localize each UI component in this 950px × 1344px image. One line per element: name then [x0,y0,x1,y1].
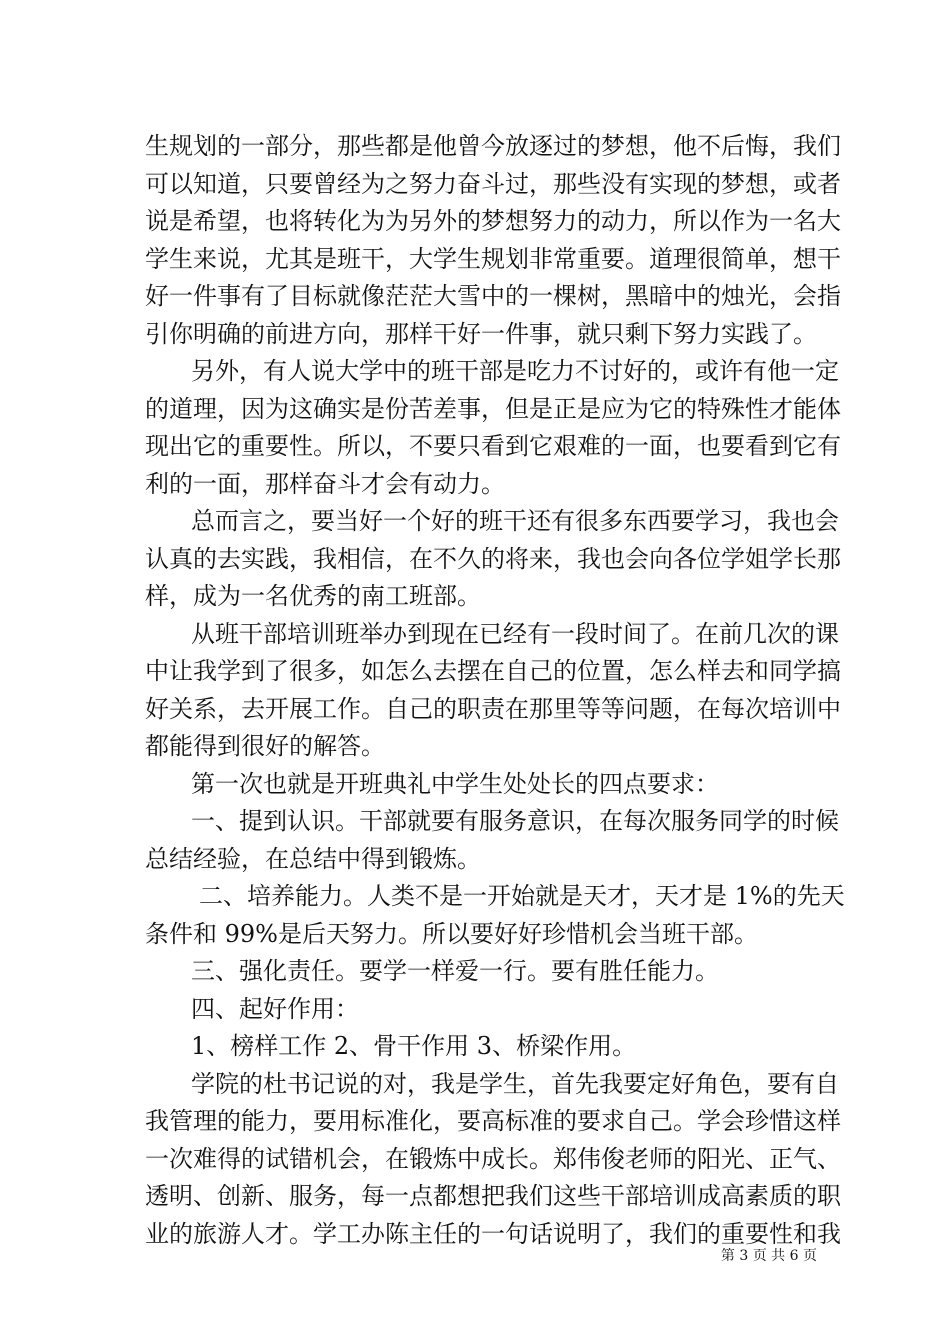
text-line: 四、起好作用： [191,994,359,1023]
paragraph [145,953,817,991]
text-line: 条件和 99%是后天努力。所以要好好珍惜机会当班干部。 [145,919,758,948]
text-line: 中让我学到了很多，如怎么去摆在自己的位置，怎么样去和同学搞 [145,657,841,685]
page-number: 第 3 页 共 6 页 [720,1248,817,1264]
text-line: 好关系，去开展工作。自己的职责在那里等等问题，在每次培训中 [145,694,841,723]
text-line: 认真的去实践，我相信，在不久的将来，我也会向各位学姐学长那 [145,544,841,573]
text-line: 的道理，因为这确实是份苦差事，但是正是应为它的特殊性才能体 [145,394,841,423]
paragraph [145,878,845,953]
text-line: 总而言之，要当好一个好的班干还有很多东西要学习，我也会 [191,507,839,535]
paragraph [145,128,841,353]
text-line: 二、培养能力。人类不是一开始就是天才，天才是 1%的先天 [199,882,845,910]
text-line: 我管理的能力，要用标准化，要高标准的要求自己。学会珍惜这样 [145,1107,841,1135]
text-line: 业的旅游人才。学工办陈主任的一句话说明了，我们的重要性和我 [145,1219,841,1248]
text-line: 可以知道，只要曾经为之努力奋斗过，那些没有实现的梦想，或者 [145,169,841,198]
text-line: 现出它的重要性。所以，不要只看到它艰难的一面，也要看到它有 [145,432,841,460]
text-line: 1、榜样工作 2、骨干作用 3、桥梁作用。 [191,1032,637,1060]
text-line: 总结经验，在总结中得到锻炼。 [145,844,481,873]
text-line: 引你明确的前进方向，那样干好一件事，就只剩下努力实践了。 [145,319,817,348]
text-line: 样，成为一名优秀的南工班部。 [145,582,481,610]
text-line: 从班干部培训班举办到现在已经有一段时间了。在前几次的课 [191,619,839,648]
paragraph [145,803,839,878]
text-line: 另外，有人说大学中的班干部是吃力不讨好的，或许有他一定 [191,357,839,385]
text-line: 好一件事有了目标就像茫茫大雪中的一棵树，黑暗中的烛光，会指 [145,282,841,310]
document-body [145,128,845,1253]
paragraph [145,991,817,1029]
paragraph [145,766,817,804]
paragraph [145,1066,841,1254]
text-line: 学生来说，尤其是班干，大学生规划非常重要。道理很简单，想干 [145,244,841,273]
text-line: 第一次也就是开班典礼中学生处处长的四点要求： [191,769,719,798]
paragraph [145,616,841,766]
text-line: 一、提到认识。干部就要有服务意识，在每次服务同学的时候 [191,807,839,835]
text-line: 学院的杜书记说的对，我是学生，首先我要定好角色，要有自 [191,1069,839,1098]
text-line: 三、强化责任。要学一样爱一行。要有胜任能力。 [191,957,719,985]
text-line: 利的一面，那样奋斗才会有动力。 [145,469,505,498]
text-line: 一次难得的试错机会，在锻炼中成长。郑伟俊老师的阳光、正气、 [145,1144,841,1173]
text-line: 都能得到很好的解答。 [145,732,385,760]
paragraph [145,353,841,503]
text-line: 生规划的一部分，那些都是他曾今放逐过的梦想，他不后悔，我们 [145,132,841,160]
paragraph [145,1028,817,1066]
text-line: 说是希望，也将转化为为另外的梦想努力的动力，所以作为一名大 [145,207,841,235]
text-line: 透明、创新、服务，每一点都想把我们这些干部培训成高素质的职 [145,1182,841,1210]
paragraph [145,503,841,616]
